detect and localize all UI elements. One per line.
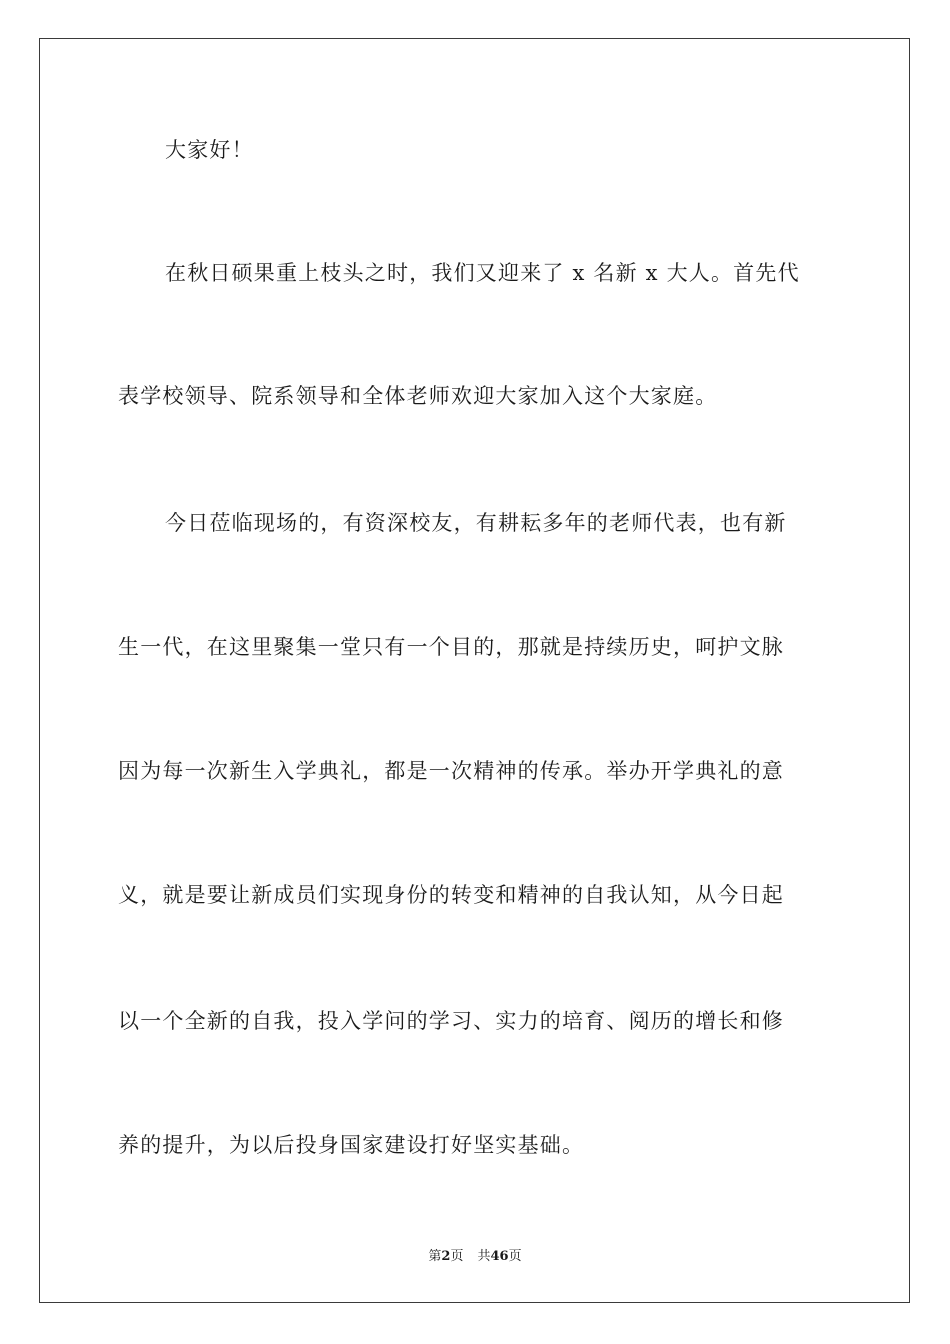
paragraph-line-2: 表学校领导、院系领导和全体老师欢迎大家加入这个大家庭。 (118, 384, 718, 408)
paragraph-line-6: 义，就是要让新成员们实现身份的转变和精神的自我认知，从今日起 (118, 883, 784, 907)
page-suffix: 页 (450, 1249, 464, 1264)
page-footer (0, 1248, 950, 1266)
total-pages: 46 (490, 1249, 509, 1264)
greeting-line: 大家好！ (165, 138, 254, 162)
page-prefix: 第 (428, 1249, 442, 1264)
paragraph-line-3: 今日莅临现场的，有资深校友，有耕耘多年的老师代表，也有新 (165, 511, 787, 535)
paragraph-line-8: 养的提升，为以后投身国家建设打好坚实基础。 (118, 1133, 585, 1157)
paragraph-line-5: 因为每一次新生入学典礼，都是一次精神的传承。举办开学典礼的意 (118, 759, 784, 783)
page-border (39, 38, 910, 1303)
total-prefix: 共 (477, 1249, 491, 1264)
paragraph-line-4: 生一代，在这里聚集一堂只有一个目的，那就是持续历史，呵护文脉 (118, 635, 784, 659)
total-suffix: 页 (508, 1249, 522, 1264)
paragraph-line-7: 以一个全新的自我，投入学问的学习、实力的培育、阅历的增长和修 (118, 1009, 784, 1033)
page-number: 2 (441, 1249, 451, 1264)
paragraph-line-1: 在秋日硕果重上枝头之时，我们又迎来了 x 名新 x 大人。首先代 (165, 261, 800, 285)
